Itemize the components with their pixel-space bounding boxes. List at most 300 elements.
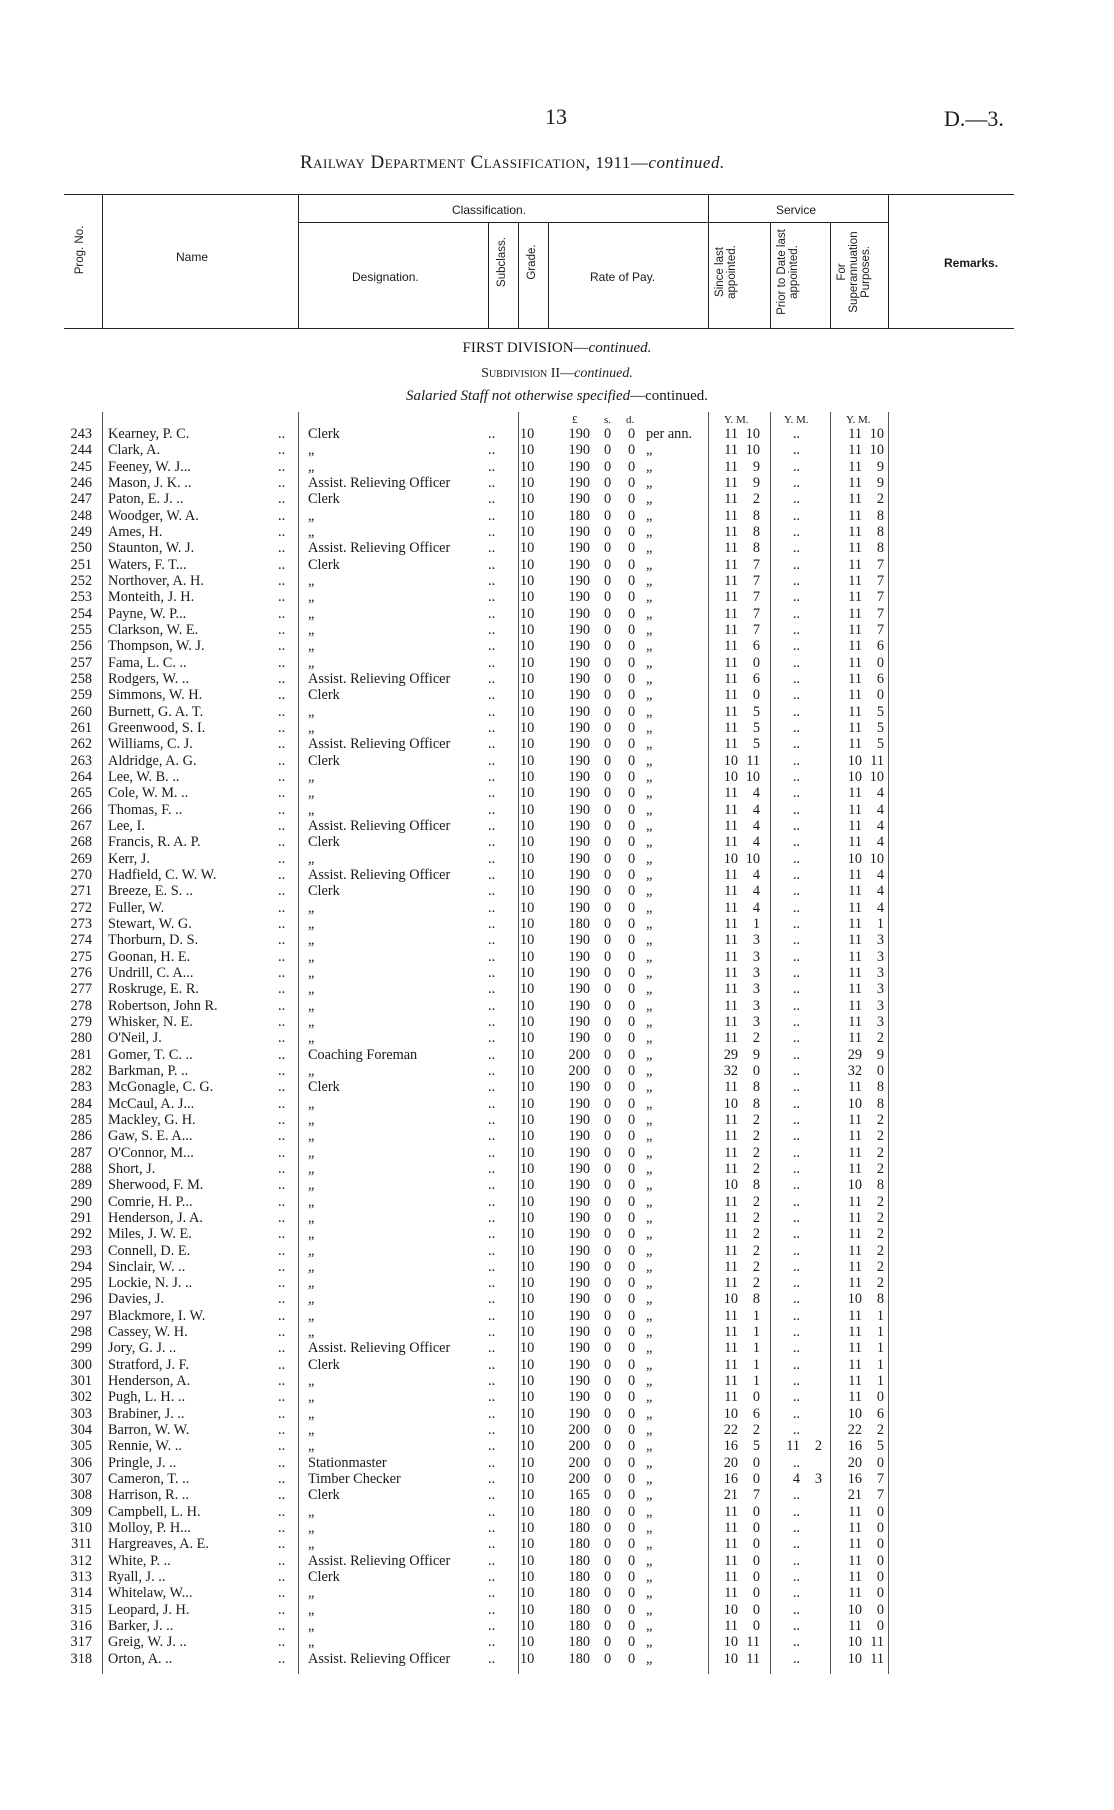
service-prior-years: .. <box>792 752 800 769</box>
grade: 10 <box>520 1046 535 1063</box>
pay-shillings: 0 <box>604 556 612 573</box>
grade: 10 <box>520 1585 535 1602</box>
prog-no: 257 <box>70 654 92 671</box>
service-super-years: 11 <box>848 1111 862 1128</box>
leader-dots: .. <box>488 866 496 883</box>
service-since-years: 11 <box>724 915 738 932</box>
leader-dots: .. <box>278 621 286 638</box>
service-super-months: 11 <box>870 752 884 769</box>
service-super-months: 5 <box>876 703 884 720</box>
service-prior-years: .. <box>792 572 800 589</box>
service-super-years: 11 <box>848 1013 862 1030</box>
staff-name: Lee, W. B. .. <box>108 768 180 785</box>
designation: „ <box>308 1520 315 1537</box>
table-row <box>0 981 1114 997</box>
prog-no: 304 <box>70 1422 92 1439</box>
grade: 10 <box>520 752 535 769</box>
service-since-years: 11 <box>724 1030 738 1047</box>
designation: Assist. Relieving Officer <box>308 1340 451 1357</box>
leader-dots: .. <box>278 1471 286 1488</box>
table-row <box>0 638 1114 654</box>
leader-dots: .. <box>488 1487 496 1504</box>
prog-no: 308 <box>70 1487 92 1504</box>
prog-no: 255 <box>70 621 92 638</box>
page-title-year: 1911— <box>595 153 649 172</box>
designation: Clerk <box>308 556 340 573</box>
service-super-years: 32 <box>847 1062 862 1079</box>
service-prior-years: .. <box>792 687 800 704</box>
pay-shillings: 0 <box>604 1438 612 1455</box>
leader-dots: .. <box>488 1177 496 1194</box>
grade: 10 <box>520 866 535 883</box>
prog-no: 281 <box>70 1046 92 1063</box>
pay-note: „ <box>646 768 653 785</box>
service-since-months: 4 <box>752 785 760 802</box>
service-prior-years: .. <box>792 1226 800 1243</box>
pay-pounds: 190 <box>568 491 590 508</box>
service-since-years: 11 <box>724 785 738 802</box>
prog-no: 263 <box>70 752 92 769</box>
service-since-months: 11 <box>746 1634 760 1651</box>
table-row <box>0 802 1114 818</box>
service-since-months: 8 <box>752 1291 760 1308</box>
grade: 10 <box>520 1095 535 1112</box>
grade: 10 <box>520 670 535 687</box>
service-prior-years: .. <box>792 621 800 638</box>
leader-dots: .. <box>488 1340 496 1357</box>
staff-name: Lee, I. <box>108 817 145 834</box>
staff-name: Whitelaw, W... <box>108 1585 193 1602</box>
designation: Clerk <box>308 834 340 851</box>
table-row <box>0 606 1114 622</box>
table-row <box>0 655 1114 671</box>
service-super-months: 4 <box>876 834 884 851</box>
service-since-months: 0 <box>752 1618 760 1635</box>
pay-pounds: 190 <box>568 474 590 491</box>
pay-note: „ <box>646 752 653 769</box>
leader-dots: .. <box>278 540 286 557</box>
pay-pence: 0 <box>628 964 636 981</box>
service-super-months: 8 <box>876 1095 884 1112</box>
staff-name: Robertson, John R. <box>108 997 218 1014</box>
pay-note: „ <box>646 1422 653 1439</box>
unit-shillings: s. <box>604 414 612 426</box>
staff-name: Feeney, W. J... <box>108 458 191 475</box>
grade: 10 <box>520 589 535 606</box>
service-since-years: 11 <box>724 703 738 720</box>
service-prior-years: .. <box>792 442 800 459</box>
staff-name: Rodgers, W. .. <box>108 670 190 687</box>
service-since-years: 11 <box>724 834 738 851</box>
pay-note: „ <box>646 850 653 867</box>
pay-note: „ <box>646 1585 653 1602</box>
pay-pence: 0 <box>628 1405 636 1422</box>
leader-dots: .. <box>278 1487 286 1504</box>
pay-pounds: 190 <box>568 834 590 851</box>
pay-pence: 0 <box>628 948 636 965</box>
staff-name: Waters, F. T... <box>108 556 187 573</box>
prog-no: 254 <box>70 605 92 622</box>
leader-dots: .. <box>488 654 496 671</box>
service-prior-years: .. <box>792 1275 800 1292</box>
leader-dots: .. <box>278 1275 286 1292</box>
leader-dots: .. <box>488 736 496 753</box>
table-row <box>0 867 1114 883</box>
leader-dots: .. <box>278 687 286 704</box>
service-since-years: 11 <box>724 1618 738 1635</box>
leader-dots: .. <box>278 474 286 491</box>
service-prior-years: .. <box>792 703 800 720</box>
pay-pence: 0 <box>628 1291 636 1308</box>
service-super-years: 11 <box>848 687 862 704</box>
leader-dots: .. <box>488 883 496 900</box>
service-super-months: 1 <box>876 1307 884 1324</box>
pay-shillings: 0 <box>604 1340 612 1357</box>
pay-pence: 0 <box>628 785 636 802</box>
leader-dots: .. <box>278 785 286 802</box>
staff-name: Payne, W. P... <box>108 605 187 622</box>
staff-name: Jory, G. J. .. <box>108 1340 177 1357</box>
service-super-years: 11 <box>848 1160 862 1177</box>
service-since-months: 4 <box>752 883 760 900</box>
service-prior-years: .. <box>792 1193 800 1210</box>
service-prior-years: .. <box>792 1601 800 1618</box>
grade: 10 <box>520 1536 535 1553</box>
leader-dots: .. <box>278 1536 286 1553</box>
grade: 10 <box>520 426 535 442</box>
service-since-years: 11 <box>724 817 738 834</box>
leader-dots: .. <box>278 1650 286 1667</box>
leader-dots: .. <box>278 1438 286 1455</box>
grade: 10 <box>520 1520 535 1537</box>
designation: „ <box>308 801 315 818</box>
prog-no: 295 <box>70 1275 92 1292</box>
leader-dots: .. <box>488 605 496 622</box>
designation: „ <box>308 964 315 981</box>
grade: 10 <box>520 1552 535 1569</box>
service-prior-years: .. <box>792 1209 800 1226</box>
leader-dots: .. <box>488 703 496 720</box>
pay-shillings: 0 <box>604 507 612 524</box>
leader-dots: .. <box>488 491 496 508</box>
pay-pence: 0 <box>628 1128 636 1145</box>
designation: „ <box>308 638 315 655</box>
leader-dots: .. <box>488 1291 496 1308</box>
leader-dots: .. <box>488 1634 496 1651</box>
service-prior-years: .. <box>792 1618 800 1635</box>
table-row <box>0 1177 1114 1193</box>
service-prior-years: .. <box>792 1258 800 1275</box>
leader-dots: .. <box>278 736 286 753</box>
leader-dots: .. <box>488 785 496 802</box>
pay-pounds: 190 <box>568 1356 590 1373</box>
pay-note: „ <box>646 1177 653 1194</box>
designation: Coaching Foreman <box>308 1046 418 1063</box>
leader-dots: .. <box>488 1111 496 1128</box>
designation: „ <box>308 785 315 802</box>
pay-pence: 0 <box>628 899 636 916</box>
pay-shillings: 0 <box>604 964 612 981</box>
service-since-years: 11 <box>724 883 738 900</box>
pay-note: „ <box>646 1013 653 1030</box>
leader-dots: .. <box>488 442 496 459</box>
leader-dots: .. <box>488 540 496 557</box>
service-prior-months: 3 <box>814 1471 822 1488</box>
pay-pence: 0 <box>628 1340 636 1357</box>
staff-name: Greig, W. J. .. <box>108 1634 187 1651</box>
pay-pounds: 190 <box>568 1209 590 1226</box>
prog-no: 287 <box>70 1144 92 1161</box>
grade: 10 <box>520 785 535 802</box>
designation: Assist. Relieving Officer <box>308 736 451 753</box>
staff-name: Breeze, E. S. .. <box>108 883 193 900</box>
prog-no: 273 <box>70 915 92 932</box>
designation: „ <box>308 1177 315 1194</box>
designation: „ <box>308 1585 315 1602</box>
pay-pence: 0 <box>628 801 636 818</box>
service-super-months: 3 <box>876 932 884 949</box>
pay-shillings: 0 <box>604 1209 612 1226</box>
leader-dots: .. <box>278 426 286 442</box>
leader-dots: .. <box>488 1324 496 1341</box>
pay-pence: 0 <box>628 474 636 491</box>
leader-dots: .. <box>488 768 496 785</box>
pay-pounds: 190 <box>568 932 590 949</box>
designation: „ <box>308 1209 315 1226</box>
designation: „ <box>308 1291 315 1308</box>
pay-note: „ <box>646 458 653 475</box>
leader-dots: .. <box>488 801 496 818</box>
header-service: Service <box>776 203 817 217</box>
service-since-months: 8 <box>752 540 760 557</box>
service-since-months: 0 <box>752 1389 760 1406</box>
pay-shillings: 0 <box>604 1128 612 1145</box>
table-row <box>0 949 1114 965</box>
service-super-years: 22 <box>847 1422 862 1439</box>
service-since-months: 4 <box>752 866 760 883</box>
leader-dots: .. <box>278 1422 286 1439</box>
pay-pounds: 200 <box>568 1438 590 1455</box>
staff-name: Pringle, J. .. <box>108 1454 177 1471</box>
leader-dots: .. <box>278 932 286 949</box>
pay-note: „ <box>646 540 653 557</box>
grade: 10 <box>520 1503 535 1520</box>
service-since-months: 5 <box>752 719 760 736</box>
staff-name: Brabiner, J. .. <box>108 1405 185 1422</box>
service-prior-years: .. <box>792 817 800 834</box>
service-since-months: 0 <box>752 1503 760 1520</box>
staff-name: Thompson, W. J. <box>108 638 205 655</box>
service-super-years: 10 <box>847 752 862 769</box>
service-super-months: 2 <box>876 1193 884 1210</box>
service-since-years: 21 <box>723 1487 738 1504</box>
prog-no: 318 <box>70 1650 92 1667</box>
designation: „ <box>308 899 315 916</box>
table-row <box>0 475 1114 491</box>
pay-shillings: 0 <box>604 1373 612 1390</box>
header-prog-no: Prog. No. <box>74 225 86 275</box>
pay-pounds: 190 <box>568 1275 590 1292</box>
prog-no: 292 <box>70 1226 92 1243</box>
service-super-years: 11 <box>848 572 862 589</box>
pay-shillings: 0 <box>604 1389 612 1406</box>
service-since-months: 2 <box>752 1128 760 1145</box>
service-super-months: 0 <box>876 1389 884 1406</box>
service-super-months: 3 <box>876 948 884 965</box>
pay-shillings: 0 <box>604 1471 612 1488</box>
leader-dots: .. <box>278 981 286 998</box>
leader-dots: .. <box>278 1177 286 1194</box>
table-row <box>0 1455 1114 1471</box>
designation: „ <box>308 997 315 1014</box>
grade: 10 <box>520 1356 535 1373</box>
service-prior-years: .. <box>792 1111 800 1128</box>
pay-pence: 0 <box>628 1634 636 1651</box>
service-prior-years: .. <box>792 458 800 475</box>
pay-pence: 0 <box>628 1585 636 1602</box>
service-since-years: 29 <box>723 1046 738 1063</box>
service-since-months: 2 <box>752 1160 760 1177</box>
staff-name: Barker, J. .. <box>108 1618 174 1635</box>
pay-pounds: 180 <box>568 507 590 524</box>
service-prior-years: .. <box>792 1062 800 1079</box>
pay-pence: 0 <box>628 442 636 459</box>
pay-shillings: 0 <box>604 523 612 540</box>
service-since-months: 2 <box>752 1242 760 1259</box>
pay-shillings: 0 <box>604 1487 612 1504</box>
table-row <box>0 573 1114 589</box>
service-super-months: 7 <box>876 589 884 606</box>
service-super-years: 11 <box>848 703 862 720</box>
pay-shillings: 0 <box>604 1226 612 1243</box>
service-prior-years: .. <box>792 1536 800 1553</box>
prog-no: 244 <box>70 442 92 459</box>
leader-dots: .. <box>278 1324 286 1341</box>
service-super-years: 11 <box>848 981 862 998</box>
designation: „ <box>308 621 315 638</box>
table-row <box>0 1422 1114 1438</box>
leader-dots: .. <box>488 1356 496 1373</box>
service-prior-years: .. <box>792 1487 800 1504</box>
service-super-months: 1 <box>876 1356 884 1373</box>
pay-shillings: 0 <box>604 1552 612 1569</box>
pay-pounds: 190 <box>568 899 590 916</box>
service-since-years: 10 <box>723 1634 738 1651</box>
staff-name: O'Connor, M... <box>108 1144 194 1161</box>
grade: 10 <box>520 997 535 1014</box>
service-since-months: 10 <box>745 768 760 785</box>
pay-note: „ <box>646 1520 653 1537</box>
grade: 10 <box>520 1340 535 1357</box>
service-super-years: 20 <box>847 1454 862 1471</box>
service-since-years: 11 <box>724 1503 738 1520</box>
pay-note: „ <box>646 801 653 818</box>
leader-dots: .. <box>488 964 496 981</box>
designation: „ <box>308 1503 315 1520</box>
pay-shillings: 0 <box>604 1046 612 1063</box>
pay-shillings: 0 <box>604 1258 612 1275</box>
table-row <box>0 508 1114 524</box>
service-super-months: 5 <box>876 1438 884 1455</box>
service-super-years: 11 <box>848 964 862 981</box>
service-super-years: 11 <box>848 654 862 671</box>
service-super-years: 11 <box>848 442 862 459</box>
leader-dots: .. <box>278 817 286 834</box>
service-since-years: 11 <box>724 654 738 671</box>
service-since-months: 1 <box>752 1307 760 1324</box>
service-prior-years: .. <box>792 1389 800 1406</box>
leader-dots: .. <box>488 1095 496 1112</box>
pay-shillings: 0 <box>604 1650 612 1667</box>
leader-dots: .. <box>278 1503 286 1520</box>
leader-dots: .. <box>278 1618 286 1635</box>
leader-dots: .. <box>278 1307 286 1324</box>
leader-dots: .. <box>278 1030 286 1047</box>
pay-pence: 0 <box>628 670 636 687</box>
pay-note: „ <box>646 703 653 720</box>
grade: 10 <box>520 1079 535 1096</box>
pay-note: „ <box>646 638 653 655</box>
designation: Assist. Relieving Officer <box>308 866 451 883</box>
pay-shillings: 0 <box>604 817 612 834</box>
designation: „ <box>308 1013 315 1030</box>
table-row <box>0 736 1114 752</box>
leader-dots: .. <box>488 1193 496 1210</box>
service-prior-years: .. <box>792 491 800 508</box>
unit-since: Y. M. <box>724 414 749 426</box>
leader-dots: .. <box>278 654 286 671</box>
pay-pounds: 190 <box>568 1111 590 1128</box>
pay-pounds: 180 <box>568 1536 590 1553</box>
pay-pence: 0 <box>628 572 636 589</box>
grade: 10 <box>520 1291 535 1308</box>
leader-dots: .. <box>488 474 496 491</box>
pay-note: „ <box>646 1128 653 1145</box>
service-super-years: 11 <box>848 719 862 736</box>
service-super-months: 2 <box>876 1242 884 1259</box>
pay-shillings: 0 <box>604 1405 612 1422</box>
service-super-years: 11 <box>848 1569 862 1586</box>
pay-shillings: 0 <box>604 768 612 785</box>
service-super-years: 11 <box>848 736 862 753</box>
designation: „ <box>308 1062 315 1079</box>
service-since-months: 4 <box>752 834 760 851</box>
pay-shillings: 0 <box>604 736 612 753</box>
service-since-years: 10 <box>723 1291 738 1308</box>
service-since-months: 1 <box>752 1373 760 1390</box>
service-since-years: 11 <box>724 1144 738 1161</box>
pay-note: „ <box>646 866 653 883</box>
pay-pence: 0 <box>628 850 636 867</box>
service-prior-years: .. <box>792 1373 800 1390</box>
designation: Clerk <box>308 1079 340 1096</box>
service-prior-years: .. <box>792 1340 800 1357</box>
pay-shillings: 0 <box>604 1520 612 1537</box>
pay-pounds: 190 <box>568 801 590 818</box>
service-super-months: 10 <box>869 850 884 867</box>
leader-dots: .. <box>488 621 496 638</box>
service-since-months: 0 <box>752 1471 760 1488</box>
service-since-months: 3 <box>752 964 760 981</box>
service-since-years: 11 <box>724 964 738 981</box>
table-row <box>0 916 1114 932</box>
leader-dots: .. <box>488 1258 496 1275</box>
designation: „ <box>308 1144 315 1161</box>
service-super-years: 11 <box>848 817 862 834</box>
service-super-months: 2 <box>876 1144 884 1161</box>
prog-no: 277 <box>70 981 92 998</box>
staff-name: Lockie, N. J. .. <box>108 1275 193 1292</box>
